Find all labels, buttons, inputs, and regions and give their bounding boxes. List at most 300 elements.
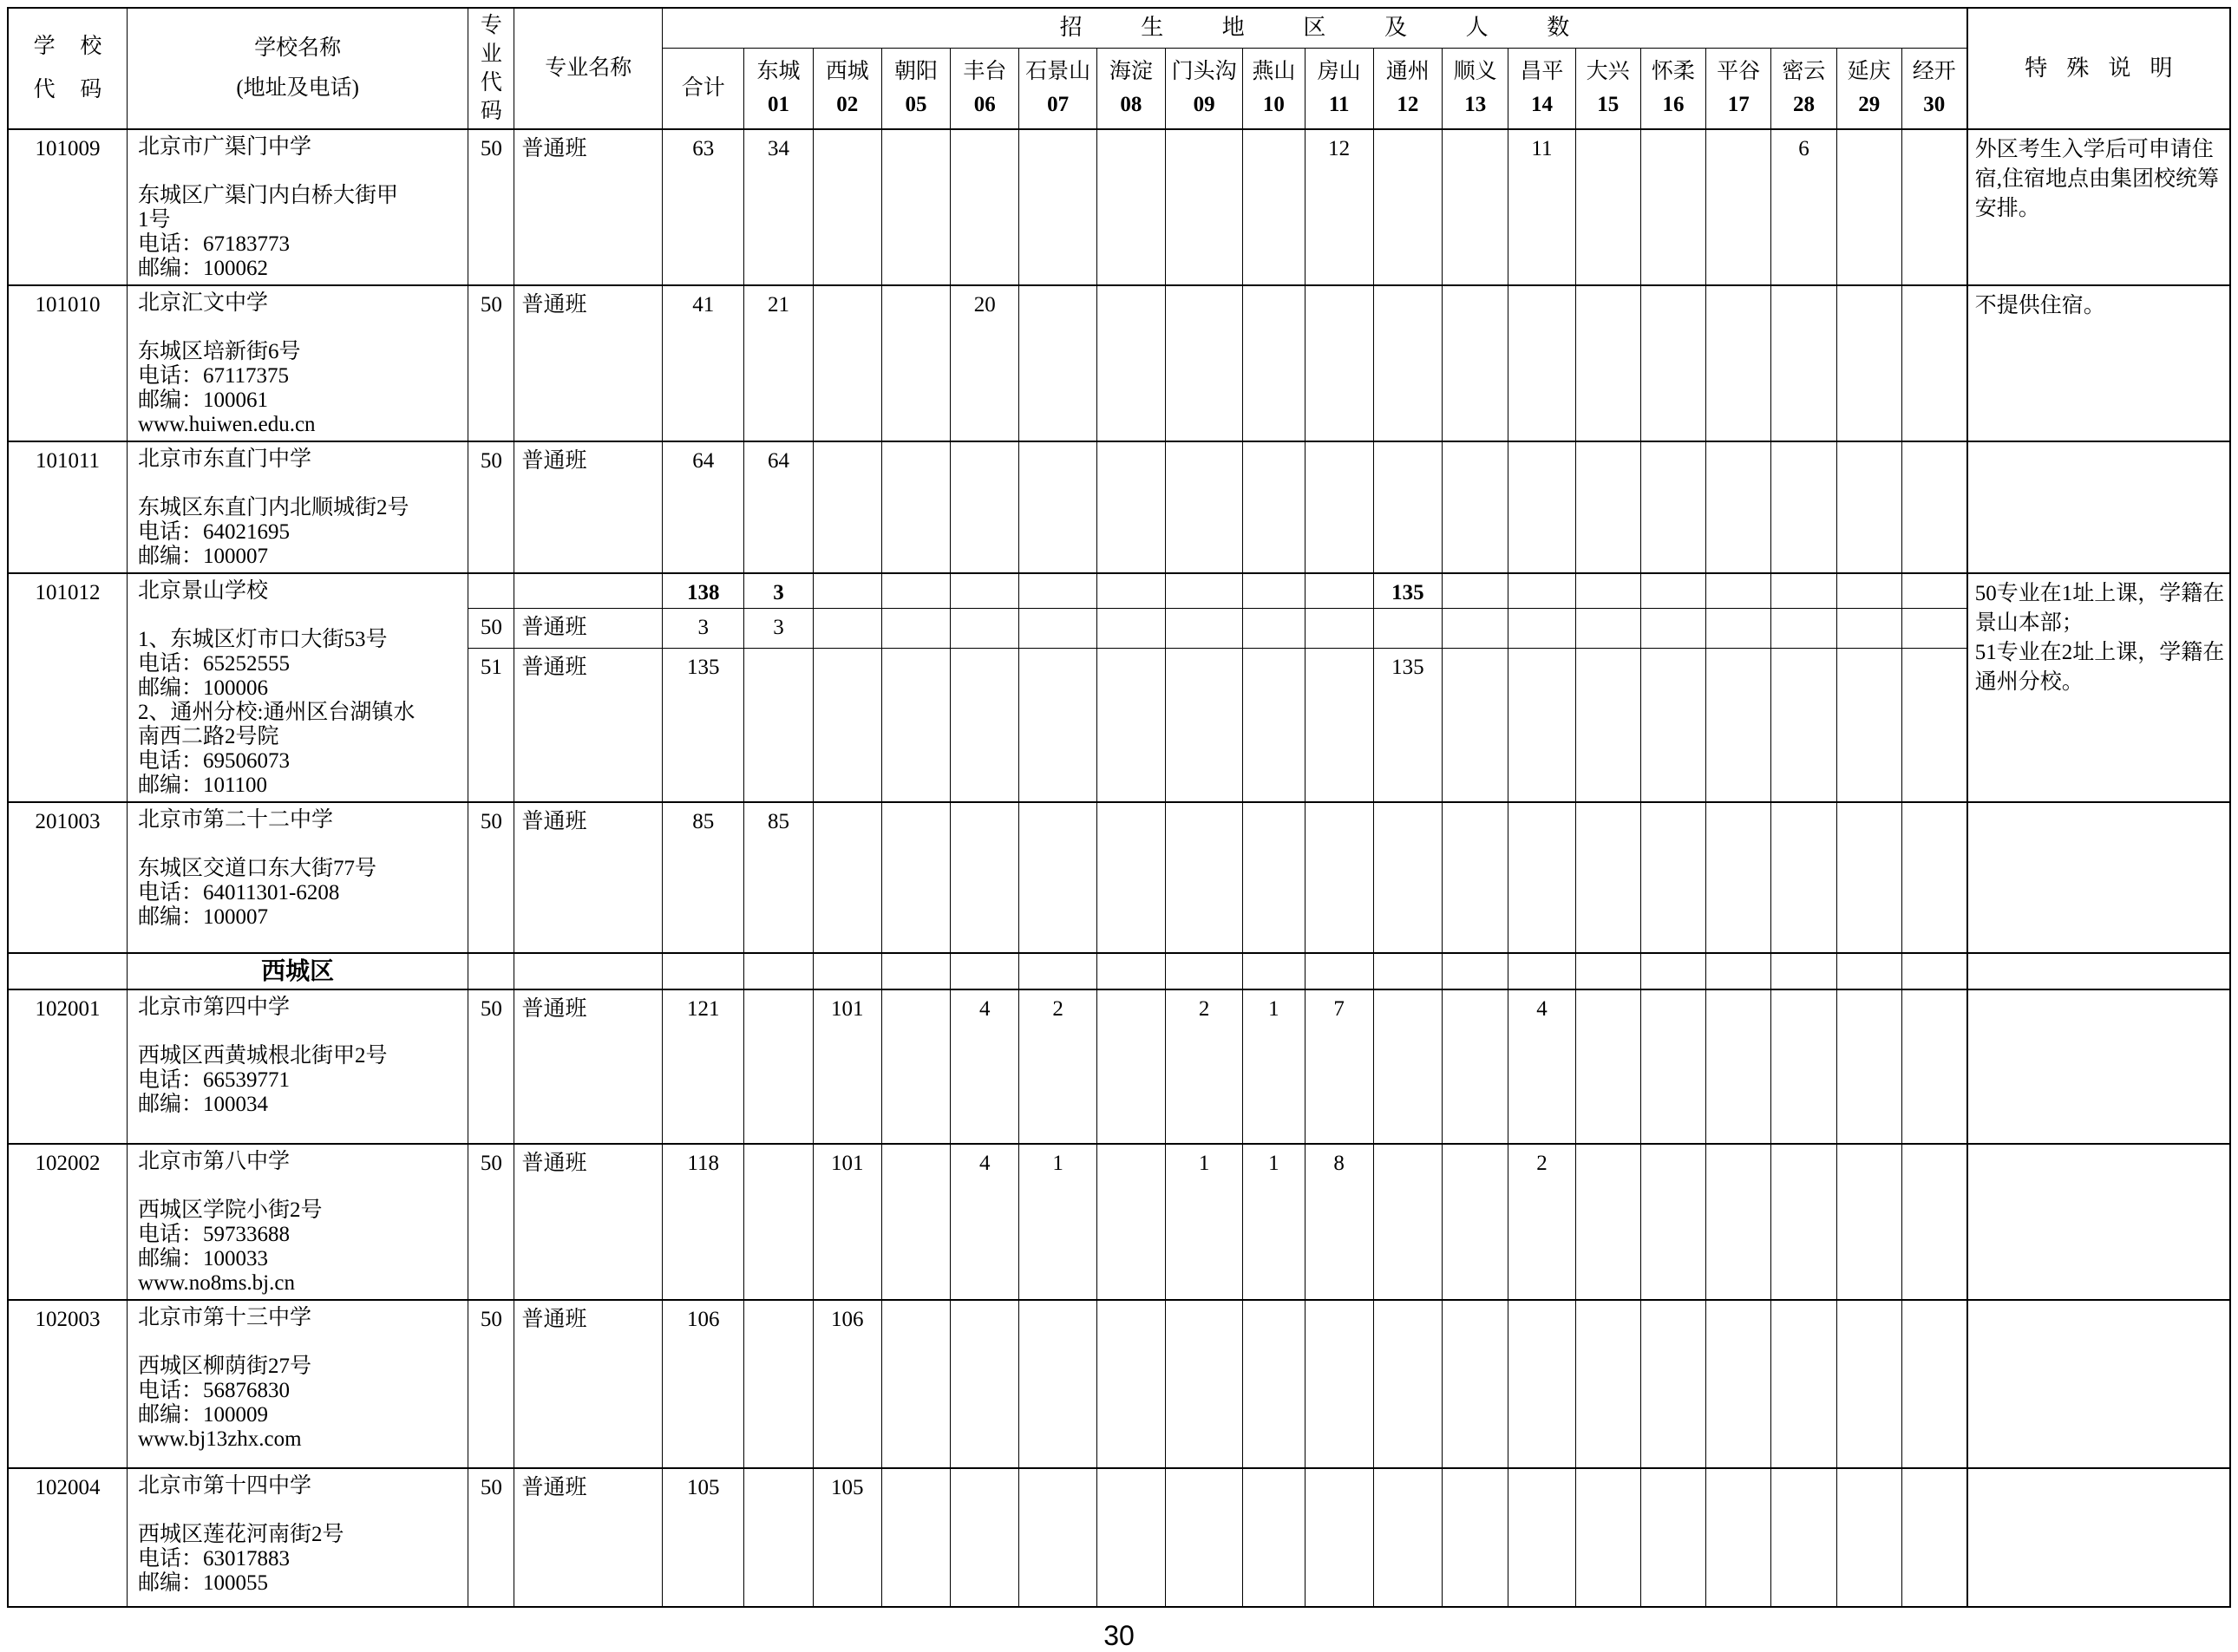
note-cell — [1967, 1468, 2230, 1607]
region-value-cell — [1096, 1144, 1165, 1300]
header-district-11: 房山 11 — [1305, 48, 1373, 129]
region-value-cell — [1166, 648, 1243, 802]
major-name-cell: 普通班 — [514, 1300, 663, 1468]
region-value-cell: 3 — [744, 609, 813, 648]
region-value-cell — [1373, 1468, 1442, 1607]
region-value-cell — [1836, 129, 1901, 285]
major-name-cell: 普通班 — [514, 648, 663, 802]
major-code-cell: 50 — [468, 1468, 514, 1607]
region-value-cell: 101 — [813, 989, 881, 1144]
region-value-cell — [1901, 1468, 1966, 1607]
school-name-cell: 北京汇文中学 东城区培新街6号 电话：67117375 邮编：100061 www.huiwen.edu.cn — [127, 285, 468, 441]
region-value-cell — [1096, 129, 1165, 285]
note-cell: 外区考生入学后可申请住宿,住宿地点由集团校统筹安排。 — [1967, 129, 2230, 285]
region-value-cell — [1305, 573, 1373, 609]
region-value-cell: 63 — [663, 129, 744, 285]
major-name-cell: 普通班 — [514, 1468, 663, 1607]
region-value-cell — [1640, 953, 1705, 989]
header-district-14: 昌平 14 — [1508, 48, 1575, 129]
table-header — [8, 8, 2230, 129]
header-special-notes: 特殊说明 — [1967, 8, 2230, 129]
region-value-cell — [1096, 1468, 1165, 1607]
region-value-cell — [881, 129, 950, 285]
region-value-cell — [1575, 609, 1640, 648]
region-value-cell: 106 — [663, 1300, 744, 1468]
region-value-cell — [1166, 1300, 1243, 1468]
header-district-12: 通州 12 — [1373, 48, 1442, 129]
region-value-cell — [881, 1468, 950, 1607]
region-value-cell — [1166, 802, 1243, 953]
major-code-cell: 50 — [468, 802, 514, 953]
region-value-cell: 135 — [1373, 648, 1442, 802]
region-value-cell — [1640, 285, 1705, 441]
region-value-cell — [1443, 1468, 1508, 1607]
region-value-cell — [744, 648, 813, 802]
school-name-cell: 北京市第二十二中学 东城区交道口东大街77号 电话：64011301-6208 邮编：100007 — [127, 802, 468, 953]
region-value-cell — [1640, 1468, 1705, 1607]
region-value-cell: 1 — [1019, 1144, 1096, 1300]
region-value-cell — [1575, 573, 1640, 609]
region-value-cell — [881, 953, 950, 989]
region-value-cell: 1 — [1166, 1144, 1243, 1300]
major-code-cell: 50 — [468, 129, 514, 285]
header-district-02: 西城 02 — [813, 48, 881, 129]
school-name-cell: 北京市第十三中学 西城区柳荫街27号 电话：56876830 邮编：100009 www.bj13zhx.com — [127, 1300, 468, 1468]
region-value-cell — [1243, 648, 1305, 802]
section-label-cell: 西城区 — [127, 953, 468, 989]
region-value-cell — [881, 1144, 950, 1300]
table-row — [8, 441, 2230, 573]
region-value-cell — [1640, 989, 1705, 1144]
region-value-cell — [813, 802, 881, 953]
region-value-cell — [1836, 609, 1901, 648]
region-value-cell — [1508, 802, 1575, 953]
header-district-16: 怀柔 16 — [1640, 48, 1705, 129]
region-value-cell — [1096, 285, 1165, 441]
region-value-cell — [1019, 1468, 1096, 1607]
region-value-cell — [881, 1300, 950, 1468]
major-code-cell — [468, 573, 514, 609]
region-value-cell: 4 — [1508, 989, 1575, 1144]
region-value-cell — [1706, 648, 1771, 802]
region-value-cell — [1706, 1300, 1771, 1468]
region-value-cell — [1243, 573, 1305, 609]
region-value-cell — [1443, 441, 1508, 573]
region-value-cell: 85 — [744, 802, 813, 953]
header-school-name — [127, 8, 468, 129]
major-name-cell: 普通班 — [514, 285, 663, 441]
region-value-cell — [1575, 1300, 1640, 1468]
region-value-cell — [951, 1300, 1019, 1468]
major-code-cell: 50 — [468, 1144, 514, 1300]
region-value-cell — [1019, 953, 1096, 989]
region-value-cell — [1373, 609, 1442, 648]
table-row — [8, 1144, 2230, 1300]
region-value-cell: 135 — [663, 648, 744, 802]
region-value-cell — [1901, 441, 1966, 573]
region-value-cell — [1305, 441, 1373, 573]
header-school-name-line1: 学校名称 — [254, 36, 342, 60]
region-value-cell: 3 — [744, 573, 813, 609]
school-name-cell: 北京市第四中学 西城区西黄城根北街甲2号 电话：66539771 邮编：100034 — [127, 989, 468, 1144]
region-value-cell — [1575, 802, 1640, 953]
region-value-cell — [881, 648, 950, 802]
region-value-cell — [744, 1144, 813, 1300]
note-cell — [1967, 989, 2230, 1144]
region-value-cell: 12 — [1305, 129, 1373, 285]
region-value-cell: 118 — [663, 1144, 744, 1300]
header-district-13: 顺义 13 — [1443, 48, 1508, 129]
region-value-cell — [1096, 648, 1165, 802]
region-value-cell — [1096, 441, 1165, 573]
region-value-cell — [1706, 1468, 1771, 1607]
region-value-cell — [1901, 129, 1966, 285]
region-value-cell — [1243, 285, 1305, 441]
region-value-cell — [1019, 129, 1096, 285]
region-value-cell — [1508, 1468, 1575, 1607]
region-value-cell — [881, 609, 950, 648]
region-value-cell — [1305, 953, 1373, 989]
region-value-cell — [1508, 285, 1575, 441]
region-value-cell — [1019, 609, 1096, 648]
region-value-cell — [1373, 1300, 1442, 1468]
region-value-cell: 21 — [744, 285, 813, 441]
major-code-cell: 51 — [468, 648, 514, 802]
region-value-cell — [1836, 989, 1901, 1144]
region-value-cell — [1836, 1300, 1901, 1468]
header-major-name: 专业名称 — [514, 8, 663, 129]
region-value-cell — [1508, 648, 1575, 802]
school-code-cell — [8, 953, 127, 989]
page-number: 30 — [1103, 1620, 1135, 1651]
region-value-cell — [1901, 802, 1966, 953]
region-value-cell — [813, 609, 881, 648]
school-code-cell: 101009 — [8, 129, 127, 285]
header-school-code-line2: 代 码 — [33, 78, 112, 101]
region-value-cell — [1443, 802, 1508, 953]
table-row — [8, 1300, 2230, 1468]
region-value-cell — [1706, 441, 1771, 573]
major-name-cell: 普通班 — [514, 1144, 663, 1300]
region-value-cell — [1019, 441, 1096, 573]
region-value-cell — [1305, 1300, 1373, 1468]
region-value-cell — [951, 1468, 1019, 1607]
header-district-17: 平谷 17 — [1706, 48, 1771, 129]
region-value-cell — [1096, 802, 1165, 953]
region-value-cell — [1901, 573, 1966, 609]
region-value-cell — [1373, 285, 1442, 441]
region-value-cell — [1166, 609, 1243, 648]
header-district-15: 大兴 15 — [1575, 48, 1640, 129]
region-value-cell: 4 — [951, 989, 1019, 1144]
region-value-cell: 7 — [1305, 989, 1373, 1144]
region-value-cell — [1373, 1144, 1442, 1300]
region-value-cell — [1443, 129, 1508, 285]
region-value-cell — [1901, 1300, 1966, 1468]
region-value-cell: 105 — [813, 1468, 881, 1607]
major-code-cell: 50 — [468, 609, 514, 648]
region-value-cell — [1575, 1468, 1640, 1607]
region-value-cell — [1836, 953, 1901, 989]
region-value-cell — [1373, 129, 1442, 285]
note-cell: 不提供住宿。 — [1967, 285, 2230, 441]
region-value-cell — [1096, 1300, 1165, 1468]
region-value-cell — [1706, 802, 1771, 953]
school-code-cell: 101012 — [8, 573, 127, 802]
header-district-29: 延庆 29 — [1836, 48, 1901, 129]
header-district-30: 经开 30 — [1901, 48, 1966, 129]
region-value-cell — [1901, 609, 1966, 648]
region-value-cell: 101 — [813, 1144, 881, 1300]
region-value-cell — [1640, 129, 1705, 285]
admissions-table — [7, 7, 2231, 1608]
region-value-cell — [1771, 441, 1836, 573]
region-value-cell — [881, 573, 950, 609]
region-value-cell — [1640, 573, 1705, 609]
region-value-cell — [1640, 1144, 1705, 1300]
region-value-cell — [1706, 129, 1771, 285]
region-value-cell — [1771, 285, 1836, 441]
region-value-cell: 6 — [1771, 129, 1836, 285]
region-value-cell — [1373, 953, 1442, 989]
region-value-cell: 2 — [1166, 989, 1243, 1144]
header-school-code-line1: 学 校 — [33, 35, 112, 58]
region-value-cell — [1575, 129, 1640, 285]
region-value-cell — [1575, 648, 1640, 802]
school-code-cell: 102002 — [8, 1144, 127, 1300]
region-value-cell — [1373, 802, 1442, 953]
school-name-cell: 北京市东直门中学 东城区东直门内北顺城街2号 电话：64021695 邮编：100007 — [127, 441, 468, 573]
region-value-cell — [1508, 609, 1575, 648]
region-value-cell — [1575, 989, 1640, 1144]
region-value-cell — [951, 953, 1019, 989]
region-value-cell: 1 — [1243, 989, 1305, 1144]
region-value-cell — [951, 802, 1019, 953]
major-code-cell: 50 — [468, 1300, 514, 1468]
major-name-cell: 普通班 — [514, 129, 663, 285]
header-district-05: 朝阳 05 — [881, 48, 950, 129]
section-row — [8, 953, 2230, 989]
major-name-cell — [514, 953, 663, 989]
region-value-cell — [744, 989, 813, 1144]
region-value-cell — [1305, 802, 1373, 953]
region-value-cell — [1305, 1468, 1373, 1607]
region-value-cell — [813, 953, 881, 989]
region-value-cell — [1096, 989, 1165, 1144]
major-code-cell: 50 — [468, 285, 514, 441]
region-value-cell: 106 — [813, 1300, 881, 1468]
school-name-cell: 北京市第八中学 西城区学院小街2号 电话：59733688 邮编：100033 www.no8ms.bj.cn — [127, 1144, 468, 1300]
region-value-cell — [1836, 1144, 1901, 1300]
school-code-cell: 101010 — [8, 285, 127, 441]
school-name-cell: 北京景山学校 1、东城区灯市口大街53号 电话：65252555 邮编：100006 2、通州分校:通州区台湖镇水 南西二路2号院 电话：69506073 邮编：101100 — [127, 573, 468, 802]
region-value-cell — [1836, 573, 1901, 609]
region-value-cell — [744, 1468, 813, 1607]
region-value-cell — [881, 441, 950, 573]
region-value-cell — [881, 802, 950, 953]
region-value-cell — [1706, 1144, 1771, 1300]
header-region-title: 招生地区及人数 — [663, 8, 1967, 48]
region-value-cell: 41 — [663, 285, 744, 441]
region-value-cell: 4 — [951, 1144, 1019, 1300]
table-row — [8, 129, 2230, 285]
region-value-cell — [1443, 609, 1508, 648]
header-school-name-line2: (地址及电话) — [236, 76, 359, 100]
region-value-cell — [1706, 609, 1771, 648]
region-value-cell: 3 — [663, 609, 744, 648]
region-value-cell — [1836, 441, 1901, 573]
note-cell — [1967, 1144, 2230, 1300]
region-value-cell — [1243, 953, 1305, 989]
region-value-cell — [1443, 953, 1508, 989]
region-value-cell — [1901, 648, 1966, 802]
region-value-cell — [1305, 285, 1373, 441]
region-value-cell — [1443, 573, 1508, 609]
region-value-cell — [1706, 989, 1771, 1144]
major-code-cell — [468, 953, 514, 989]
region-value-cell: 2 — [1508, 1144, 1575, 1300]
region-value-cell — [1640, 802, 1705, 953]
major-name-cell: 普通班 — [514, 441, 663, 573]
region-value-cell — [1771, 1468, 1836, 1607]
region-value-cell — [1771, 989, 1836, 1144]
region-value-cell: 64 — [744, 441, 813, 573]
region-value-cell — [1166, 573, 1243, 609]
region-value-cell: 34 — [744, 129, 813, 285]
region-value-cell — [1096, 573, 1165, 609]
region-value-cell — [1443, 989, 1508, 1144]
region-value-cell — [1443, 285, 1508, 441]
header-district-07: 石景山 07 — [1019, 48, 1096, 129]
region-value-cell — [1771, 953, 1836, 989]
region-value-cell — [1096, 953, 1165, 989]
header-district-09: 门头沟 09 — [1166, 48, 1243, 129]
region-value-cell: 121 — [663, 989, 744, 1144]
region-value-cell: 138 — [663, 573, 744, 609]
region-value-cell: 135 — [1373, 573, 1442, 609]
region-value-cell — [1019, 573, 1096, 609]
note-cell — [1967, 802, 2230, 953]
region-value-cell — [1243, 441, 1305, 573]
school-code-cell: 102003 — [8, 1300, 127, 1468]
region-value-cell — [1508, 1300, 1575, 1468]
region-value-cell — [1166, 953, 1243, 989]
region-value-cell — [663, 953, 744, 989]
region-value-cell — [1771, 802, 1836, 953]
region-value-cell — [1166, 1468, 1243, 1607]
region-value-cell — [1166, 441, 1243, 573]
region-value-cell — [881, 989, 950, 1144]
region-value-cell — [1575, 953, 1640, 989]
region-value-cell: 11 — [1508, 129, 1575, 285]
region-value-cell — [1575, 1144, 1640, 1300]
school-name-cell: 北京市广渠门中学 东城区广渠门内白桥大街甲 1号 电话：67183773 邮编：100062 — [127, 129, 468, 285]
region-value-cell — [1640, 1300, 1705, 1468]
region-value-cell — [1243, 1468, 1305, 1607]
region-value-cell — [1508, 953, 1575, 989]
table-row — [8, 1468, 2230, 1607]
region-value-cell — [881, 285, 950, 441]
header-district-08: 海淀 08 — [1096, 48, 1165, 129]
region-value-cell — [1836, 1468, 1901, 1607]
region-value-cell: 8 — [1305, 1144, 1373, 1300]
region-value-cell — [951, 129, 1019, 285]
region-value-cell — [1166, 285, 1243, 441]
table-row — [8, 989, 2230, 1144]
region-value-cell — [1019, 648, 1096, 802]
region-value-cell — [1771, 609, 1836, 648]
major-code-cell: 50 — [468, 989, 514, 1144]
school-code-cell: 102004 — [8, 1468, 127, 1607]
region-value-cell: 20 — [951, 285, 1019, 441]
region-value-cell: 64 — [663, 441, 744, 573]
region-value-cell — [1706, 953, 1771, 989]
region-value-cell — [1901, 1144, 1966, 1300]
major-code-cell: 50 — [468, 441, 514, 573]
table-row — [8, 802, 2230, 953]
region-value-cell — [1305, 609, 1373, 648]
region-value-cell — [1575, 285, 1640, 441]
region-value-cell — [1771, 573, 1836, 609]
region-value-cell — [951, 441, 1019, 573]
region-value-cell — [1019, 1300, 1096, 1468]
major-name-cell — [514, 573, 663, 609]
region-value-cell — [1373, 441, 1442, 573]
region-value-cell — [1508, 573, 1575, 609]
region-value-cell — [1443, 1300, 1508, 1468]
header-district-28: 密云 28 — [1771, 48, 1836, 129]
region-value-cell — [744, 1300, 813, 1468]
region-value-cell — [1019, 802, 1096, 953]
region-value-cell — [813, 573, 881, 609]
region-value-cell — [1575, 441, 1640, 573]
region-value-cell — [1706, 573, 1771, 609]
header-major-code: 专业代码 — [468, 8, 514, 129]
region-value-cell — [1305, 648, 1373, 802]
region-value-cell — [744, 953, 813, 989]
region-value-cell — [1901, 989, 1966, 1144]
region-value-cell — [1508, 441, 1575, 573]
region-value-cell — [1836, 802, 1901, 953]
region-value-cell — [813, 441, 881, 573]
region-value-cell — [1771, 1300, 1836, 1468]
region-value-cell — [1096, 609, 1165, 648]
region-value-cell — [813, 648, 881, 802]
region-value-cell — [813, 285, 881, 441]
header-total: 合计 — [663, 48, 744, 129]
note-cell: 50专业在1址上课，学籍在景山本部； 51专业在2址上课，学籍在通州分校。 — [1967, 573, 2230, 802]
header-district-10: 燕山 10 — [1243, 48, 1305, 129]
region-value-cell — [1243, 609, 1305, 648]
region-value-cell — [1019, 285, 1096, 441]
region-value-cell: 85 — [663, 802, 744, 953]
region-value-cell: 2 — [1019, 989, 1096, 1144]
note-cell — [1967, 1300, 2230, 1468]
region-value-cell — [1166, 129, 1243, 285]
table-body — [8, 129, 2230, 1607]
region-value-cell — [1373, 989, 1442, 1144]
region-value-cell — [1640, 441, 1705, 573]
region-value-cell — [1443, 1144, 1508, 1300]
region-value-cell — [1640, 648, 1705, 802]
region-value-cell — [1443, 648, 1508, 802]
header-district-01: 东城 01 — [744, 48, 813, 129]
region-value-cell: 105 — [663, 1468, 744, 1607]
major-name-cell: 普通班 — [514, 802, 663, 953]
region-value-cell — [1706, 285, 1771, 441]
region-value-cell — [1243, 129, 1305, 285]
region-value-cell — [1640, 609, 1705, 648]
